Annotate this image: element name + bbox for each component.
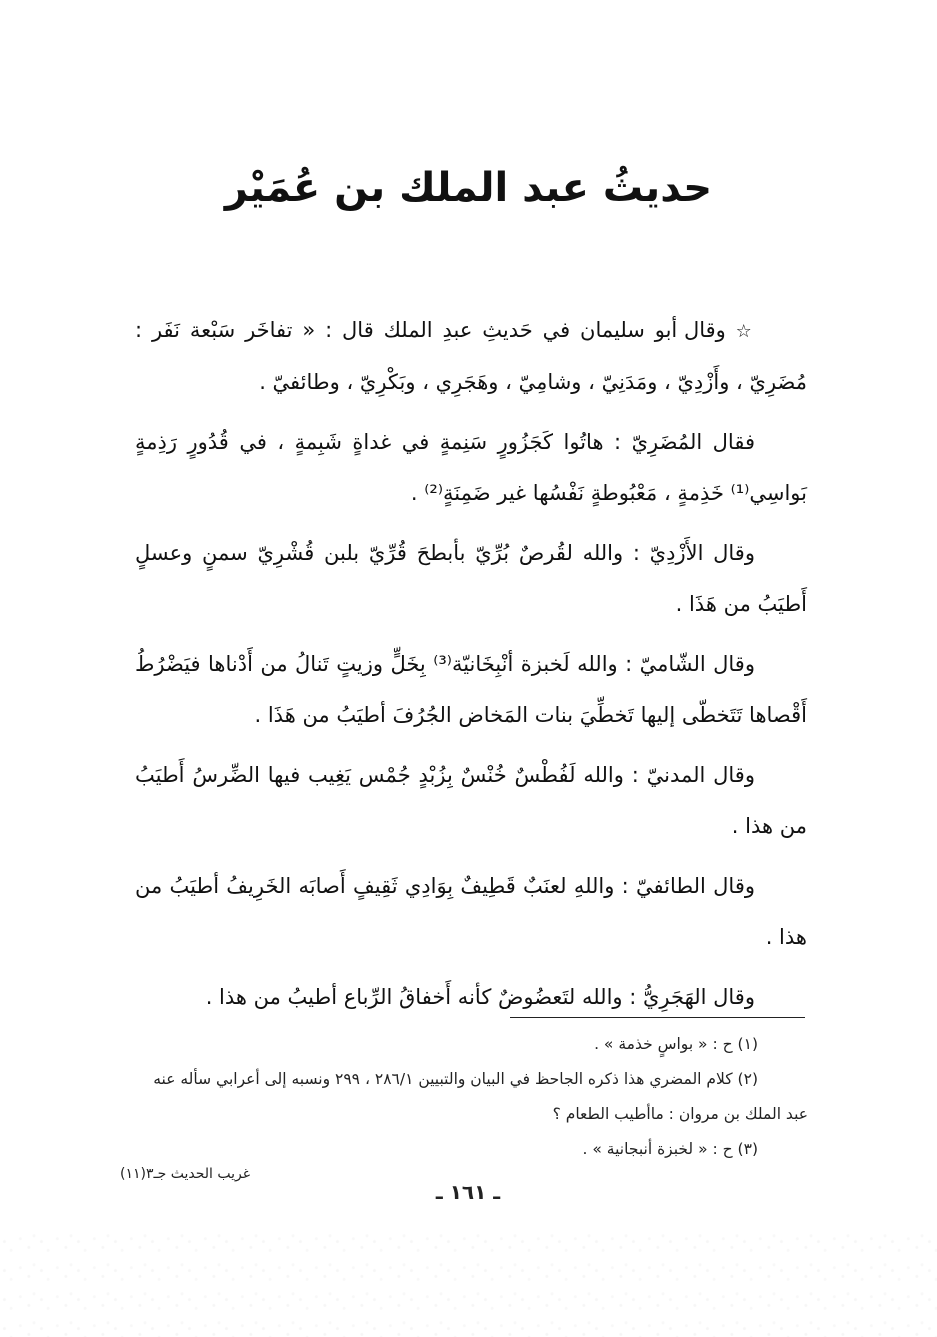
paragraph-shami: وقال الشّاميّ : والله لَخبزة أنْبِخَانيّة⁽³⁾ بِخَلٍّ وزيتٍ تَنالُ من أَدْناها فيَضْرُطُ أَقْصاها تَتَخطّى إليها تَخطِّيَ بنات المَخاض الجُرُفَ أطيَبُ من هَذَا . <box>135 652 807 727</box>
paragraph-text: وقال أبو سليمان في حَديثِ عبدِ الملك قال : « تفاخَر سَبْعة نَفَر : مُضَرِيّ ، وأَزْدِيّ ، ومَدَنِيّ ، وشامِيّ ، وهَجَرِي ، وبَكْرِيّ ، وطائفيّ . <box>135 318 807 394</box>
main-text <box>135 305 807 1032</box>
paragraph-mudari: فقال المُضَرِيّ : هاتُوا كَجَزُورٍ سَنِمةٍ في غداةٍ شَبِمةٍ ، في قُدُورٍ رَذِمةٍ بَواسِي⁽¹⁾ خَذِمةٍ ، مَعْبُوطةٍ نَفْسُها غير ضَمِنَةٍ⁽²⁾ . <box>135 430 807 505</box>
footnote-2: (٢) كلام المضري هذا ذكره الجاحظ في البيان والتبيين ٢٨٦/١ ، ٢٩٩ ونسبه إلى أعرابي سأله عنه عبد الملك بن مروان : ماأطيب الطعام ؟ <box>153 1070 808 1123</box>
page-number: ـ ١٦١ ـ <box>435 1180 501 1204</box>
footnote-3: (٣) ح : « لخبزة أنبجانية » . <box>582 1140 758 1158</box>
footnote-1: (١) ح : « بواسٍ خذمة » . <box>594 1035 758 1053</box>
footnotes <box>128 1027 808 1167</box>
paragraph-intro <box>135 305 807 408</box>
chapter-title: حديثُ عبد الملك بن عُمَيْر <box>224 165 713 211</box>
paragraph-hajari: وقال الهَجَرِيُّ : والله لتَعضُوضٌ كأنه أَخفاقُ الرِّباع أطيبُ من هذا . <box>205 985 755 1009</box>
paragraph-taifi: وقال الطائفيّ : واللهِ لعنَبٌ قَطِيفٌ بِوَادِي ثَقِيفٍ أَصابَه الخَرِيفُ أطيَبُ من هذا . <box>135 874 807 949</box>
star-icon: ☆ <box>735 321 755 342</box>
paragraph-azdi: وقال الأَزْدِيّ : والله لقُرصٌ بُرِّيّ بأبطحَ قُرِّيّ بلبن قُشْرِيّ سمنٍ وعسلٍ أَطيَبُ من هَذَا . <box>135 541 807 616</box>
paper-texture <box>0 1230 937 1337</box>
footnote-divider <box>510 1017 805 1018</box>
paragraph-madani: وقال المدنيّ : والله لَفُطْسٌ خُنْسٌ بِزُبْدٍ جُمْس يَغِيب فيها الضِّرسُ أَطيَبُ من هذا . <box>135 763 807 838</box>
printer-signature: غريب الحديث جـ٣(١١) <box>120 1166 251 1182</box>
